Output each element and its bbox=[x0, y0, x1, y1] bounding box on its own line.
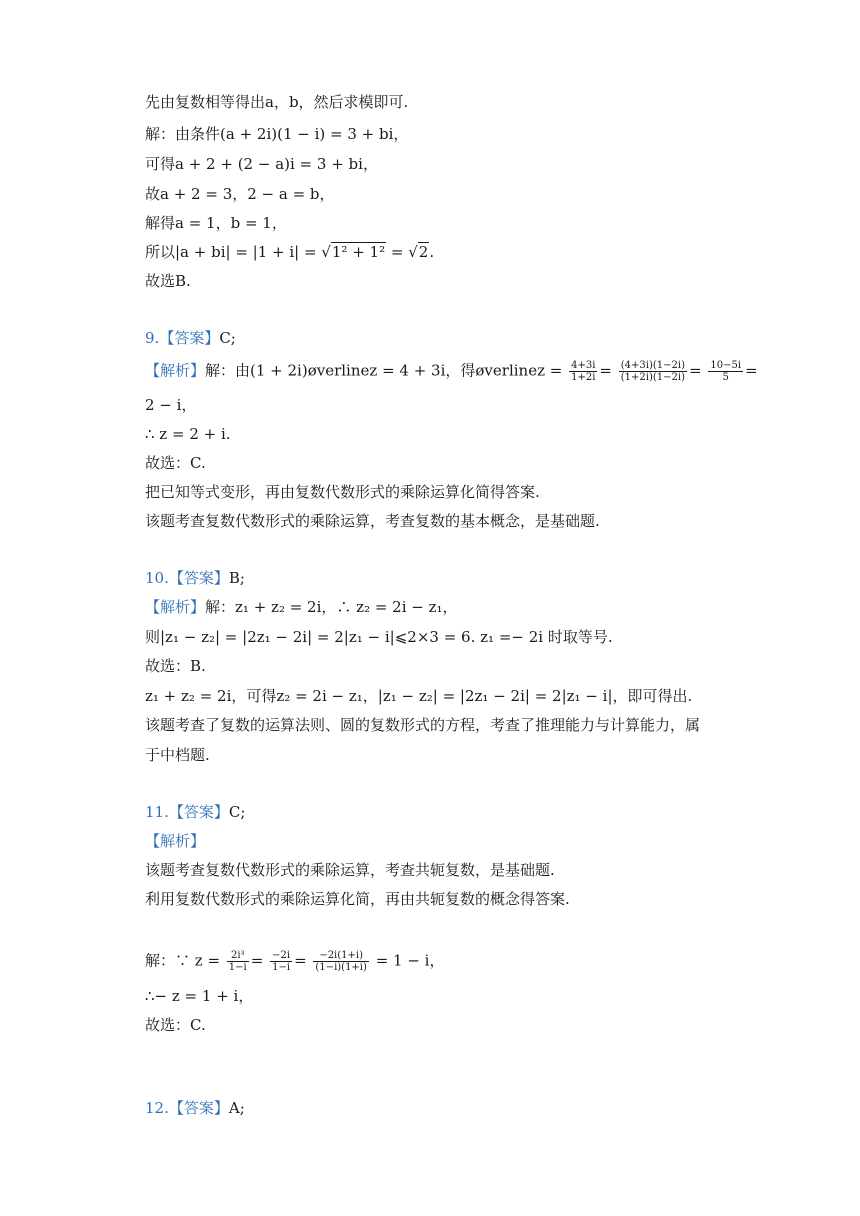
text-line: ∴ z = 2 + i. bbox=[145, 425, 231, 443]
math-segment: . bbox=[429, 243, 435, 261]
text-line: 该题考查了复数的运算法则、圆的复数形式的方程，考查了推理能力与计算能力，属 bbox=[145, 716, 701, 734]
sqrt-radicand: 1² + 1² bbox=[331, 243, 386, 261]
answer-value: B; bbox=[228, 569, 245, 587]
answer-tag: 【答案】 bbox=[159, 329, 220, 347]
text-line: 利用复数代数形式的乘除运算化简，再由共轭复数的概念得答案. bbox=[145, 890, 570, 908]
text-line: 先由复数相等得出a，b，然后求模即可. bbox=[145, 93, 409, 111]
math-segment: 所以|a + bi| = |1 + i| = √ bbox=[145, 243, 331, 261]
text-line: 可得a + 2 + (2 − a)i = 3 + bi， bbox=[145, 155, 378, 173]
text-line: z₁ + z₂ = 2i，可得z₂ = 2i − z₁，|z₁ − z₂| = |2z₁ − 2i| = 2|z₁ − i|，即可得出. bbox=[145, 687, 693, 705]
text-line: 故选：B. bbox=[145, 657, 206, 675]
answer-value: C; bbox=[219, 329, 236, 347]
question-number: 10. bbox=[145, 569, 169, 587]
question-11-answer bbox=[145, 802, 245, 822]
text-line: 解：由条件(a + 2i)(1 − i) = 3 + bi， bbox=[145, 125, 409, 143]
fraction: $\frac{10-5i}{5}$ bbox=[710, 360, 742, 383]
text-line: 则|z₁ − z₂| = |2z₁ − 2i| = 2|z₁ − i|⩽2×3 = 6. z₁ =− 2i 时取等号. bbox=[145, 628, 613, 646]
text-line: 把已知等式变形，再由复数代数形式的乘除运算化简得答案. bbox=[145, 483, 540, 501]
answer-value: A; bbox=[228, 1099, 245, 1117]
text-line: 解：∵ z = $\frac{\text{2i³}}{1-i}$ = $\frac{-2i}{1-i}$ = $\frac{-2i(1+i)}{(1-i)(1+i)}$ = 1 − i， bbox=[145, 950, 445, 973]
math-segment: = √ bbox=[386, 243, 418, 261]
analysis-tag: 【解析】 bbox=[145, 598, 206, 616]
question-10-answer bbox=[145, 568, 245, 588]
text-line: 故a + 2 = 3，2 − a = b， bbox=[145, 185, 335, 203]
text-line: 故选B. bbox=[145, 272, 191, 290]
answer-tag: 【答案】 bbox=[168, 1099, 229, 1117]
text-line: 故选：C. bbox=[145, 454, 206, 472]
question-12-answer bbox=[145, 1098, 245, 1118]
text-line: 于中档题. bbox=[145, 746, 210, 764]
question-number: 12. bbox=[145, 1099, 169, 1117]
math-segment: 解：z₁ + z₂ = 2i，∴ z₂ = 2i − z₁， bbox=[205, 598, 458, 616]
text-line: ∴− z = 1 + i， bbox=[145, 987, 254, 1005]
question-11-analysis bbox=[145, 831, 205, 851]
question-9-analysis: 【解析】解：由(1 + 2i)øverlinez = 4 + 3i，得øverlinez = $\frac{4+3i}{1+2i}$ = $\frac{(4+3i)(1-2i)}{(1+2i)(1-2i)}$ = $\frac{10-5i}{5}$ = bbox=[145, 360, 758, 383]
math-segment: 解：∵ z = bbox=[145, 951, 221, 970]
question-number: 11. bbox=[145, 803, 169, 821]
text-line: 2 − i， bbox=[145, 396, 197, 414]
text-line: 解得a = 1，b = 1， bbox=[145, 214, 287, 232]
analysis-tag: 【解析】 bbox=[145, 832, 206, 850]
fraction: $\frac{-2i(1+i)}{(1-i)(1+i)}$ bbox=[315, 950, 367, 973]
fraction: $\frac{\text{2i³}}{1-i}$ bbox=[228, 950, 247, 973]
fraction: $\frac{(4+3i)(1-2i)}{(1+2i)(1-2i)}$ bbox=[620, 360, 685, 383]
sqrt-radicand: 2 bbox=[418, 243, 429, 261]
text-line bbox=[145, 242, 434, 262]
fraction: $\frac{-2i}{1-i}$ bbox=[272, 950, 291, 973]
text-line: 该题考查复数代数形式的乘除运算，考查复数的基本概念，是基础题. bbox=[145, 512, 600, 530]
fraction: $\frac{4+3i}{1+2i}$ bbox=[571, 360, 596, 383]
answer-tag: 【答案】 bbox=[168, 803, 229, 821]
math-segment: 解：由(1 + 2i)øverlinez = 4 + 3i，得øverlinez = bbox=[205, 361, 563, 380]
question-10-analysis bbox=[145, 597, 458, 617]
question-number: 9. bbox=[145, 329, 160, 347]
answer-value: C; bbox=[228, 803, 246, 821]
text-line: 故选：C. bbox=[145, 1016, 206, 1034]
question-9-answer bbox=[145, 328, 236, 348]
answer-tag: 【答案】 bbox=[168, 569, 229, 587]
analysis-tag: 【解析】 bbox=[145, 361, 206, 380]
math-segment: = 1 − i， bbox=[375, 951, 445, 970]
text-line: 该题考查复数代数形式的乘除运算，考查共轭复数，是基础题. bbox=[145, 861, 555, 879]
